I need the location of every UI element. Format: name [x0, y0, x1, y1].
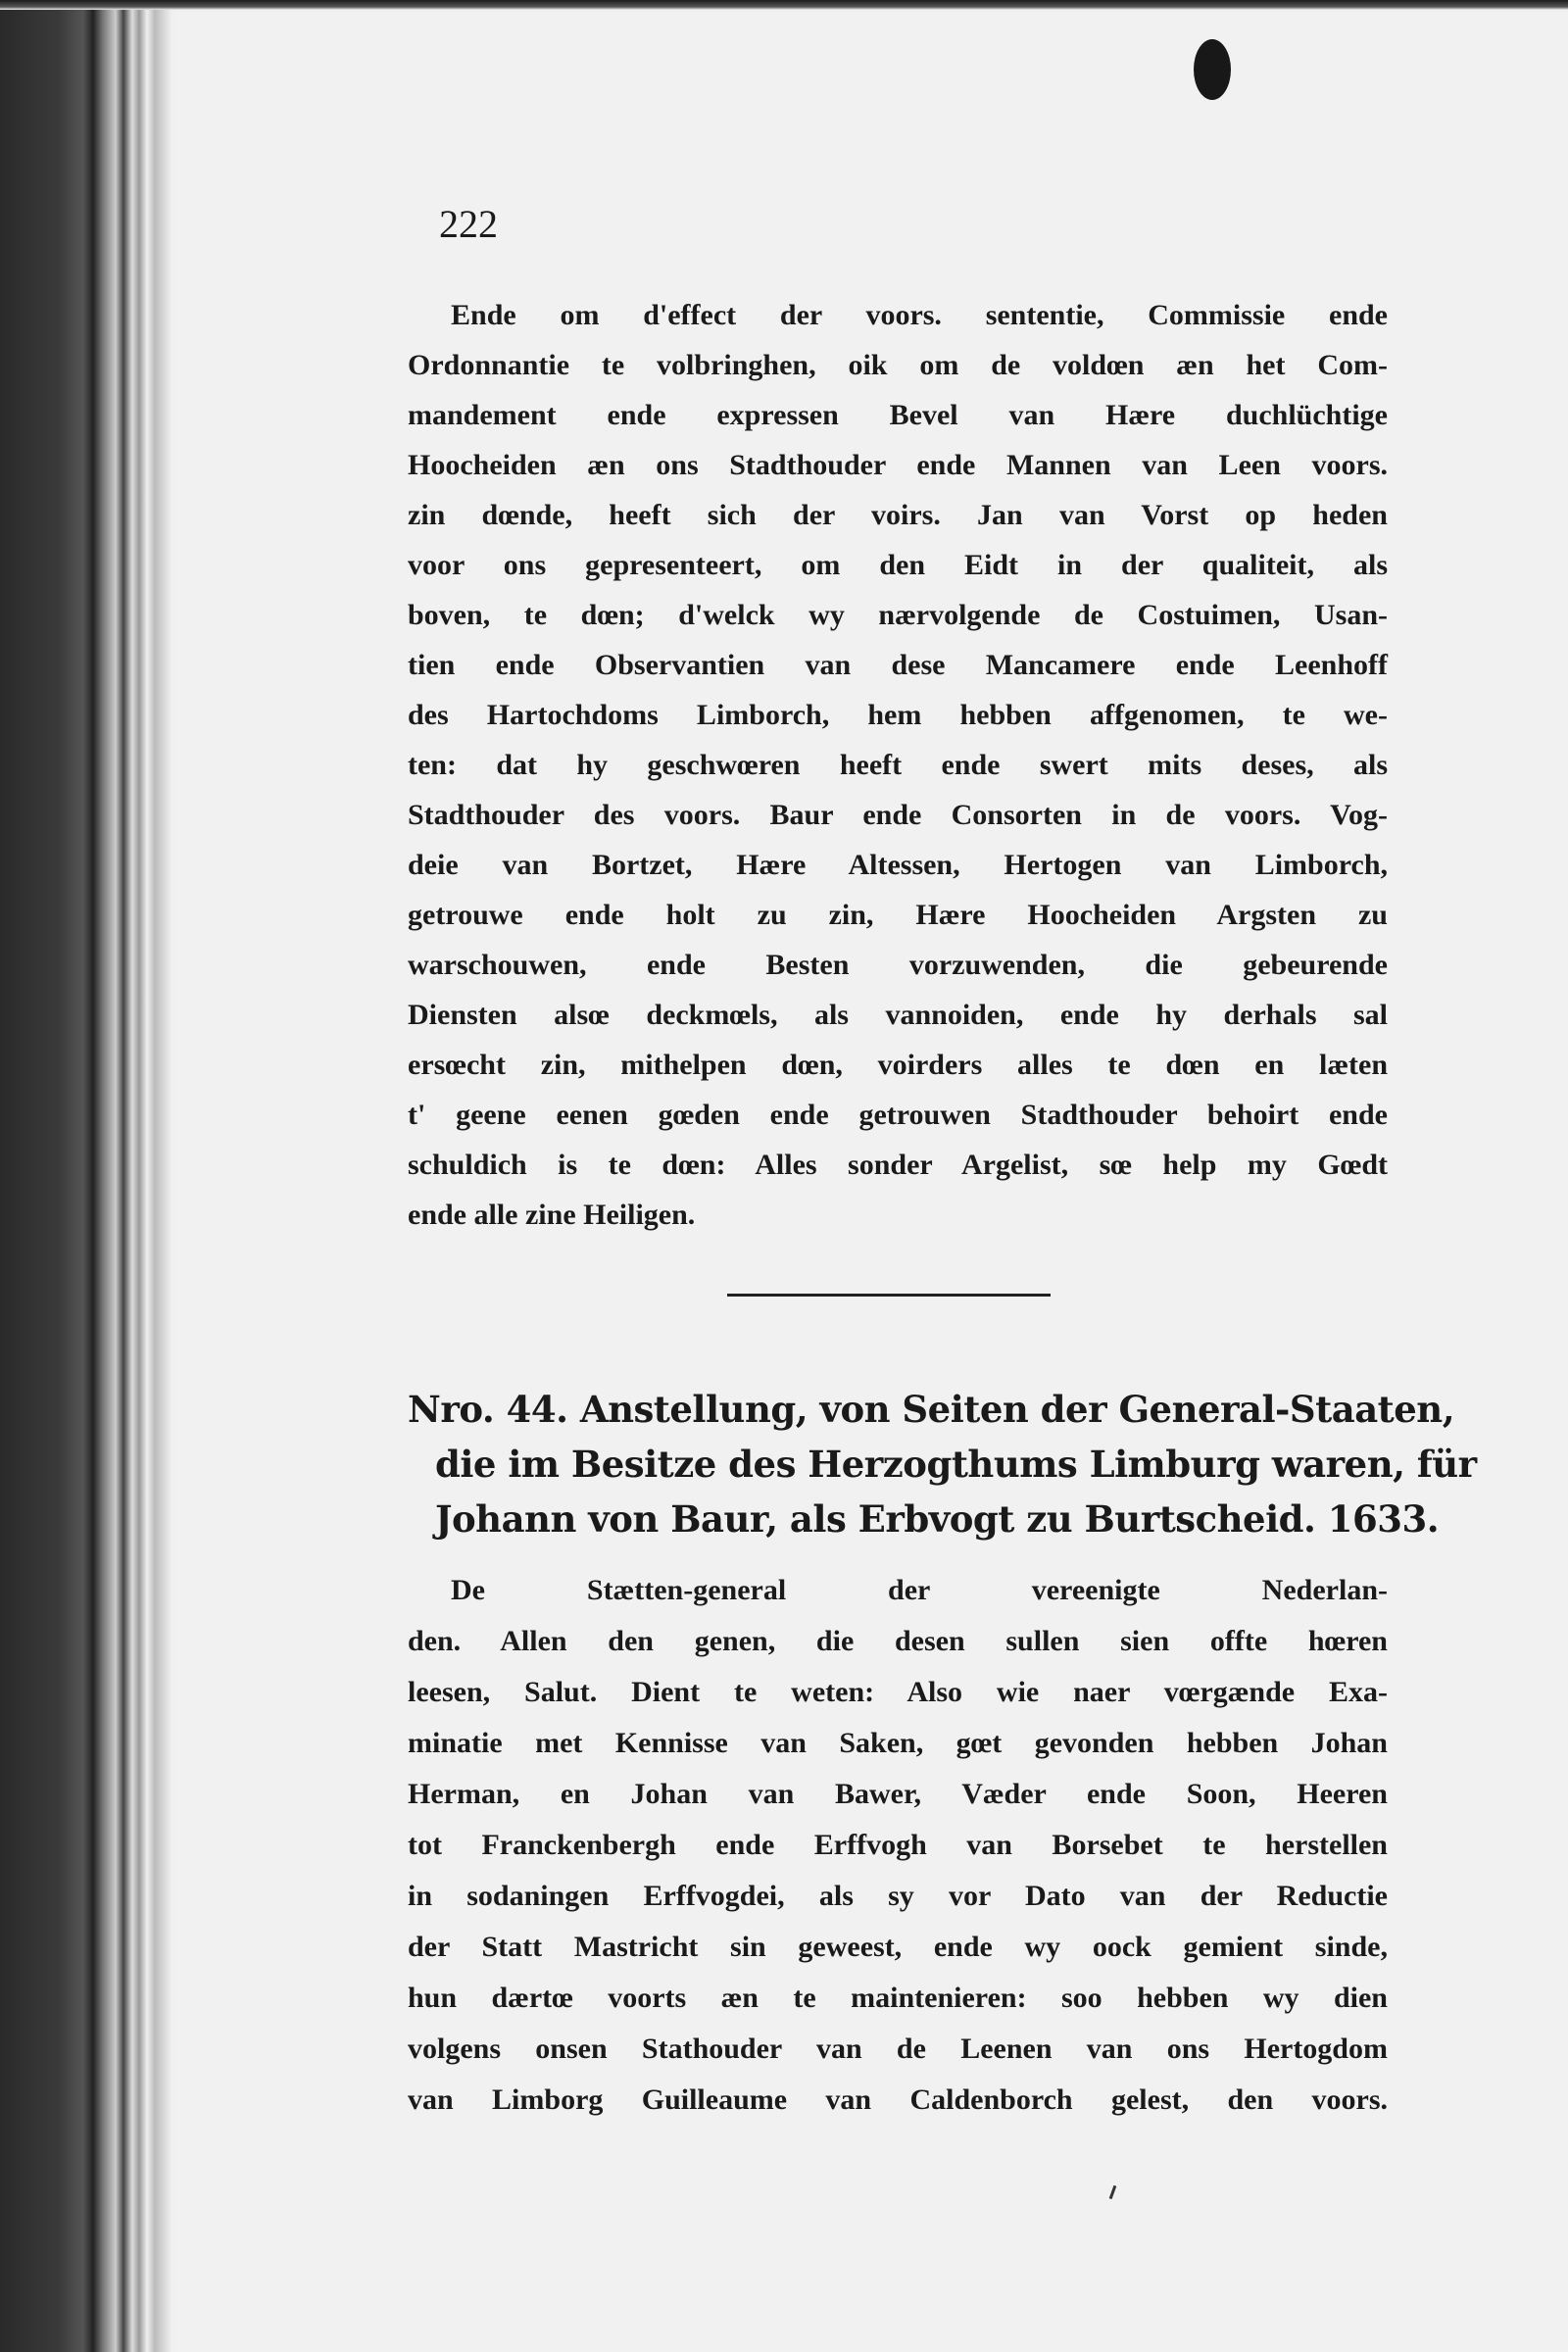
text-line: t' geene eenen gœden ende getrouwen Stadthouder behoirt ende [408, 1099, 1388, 1131]
text-line: die im Besitze des Herzogthums Limburg waren, für [435, 1443, 1477, 1486]
ink-blot [1194, 39, 1231, 100]
text-line: minatie met Kennisse van Saken, gœt gevonden hebben Johan [408, 1727, 1388, 1759]
text-line: des Hartochdoms Limborch, hem hebben affgenomen, te we- [408, 699, 1388, 731]
text-line: ersœcht zin, mithelpen dœn, voirders alles te dœn en læten [408, 1049, 1388, 1081]
text-line: boven, te dœn; d'welck wy nærvolgende de Costuimen, Usan- [408, 599, 1388, 631]
scan-top-edge [0, 0, 1568, 10]
text-line: in sodaningen Erffvogdei, als sy vor Dato van der Reductie [408, 1880, 1388, 1912]
text-line: ten: dat hy geschwœren heeft ende swert mits deses, als [408, 749, 1388, 781]
book-binding-edge [0, 0, 176, 2352]
text-line: tot Franckenbergh ende Erffvogh van Borsebet te herstellen [408, 1829, 1388, 1861]
text-line: mandement ende expressen Bevel van Hære duchlüchtige [408, 399, 1388, 431]
stray-mark [1109, 2185, 1117, 2199]
text-line: Hoocheiden æn ons Stadthouder ende Mannen van Leen voors. [408, 449, 1388, 481]
paragraph-2 [408, 1565, 1388, 2126]
text-line: Ende om d'effect der voors. sententie, Commissie ende [451, 299, 1388, 331]
text-line: Ordonnantie te volbringhen, oik om de voldœn æn het Com- [408, 349, 1388, 381]
text-line: schuldich is te dœn: Alles sonder Argelist, sœ help my Gœdt [408, 1149, 1388, 1181]
text-line: Stadthouder des voors. Baur ende Consorten in de voors. Vog- [408, 799, 1388, 831]
text-line: getrouwe ende holt zu zin, Hære Hoocheiden Argsten zu [408, 899, 1388, 931]
text-line: Nro. 44. Anstellung, von Seiten der General-Staaten, [408, 1388, 1455, 1431]
text-line: deie van Bortzet, Hære Altessen, Hertogen van Limborch, [408, 849, 1388, 881]
text-line: tien ende Observantien van dese Mancamere ende Leenhoff [408, 649, 1388, 681]
text-line: leesen, Salut. Dient te weten: Also wie naer vœrgænde Exa- [408, 1676, 1388, 1708]
text-line: den. Allen den genen, die desen sullen sien offte hœren [408, 1625, 1388, 1657]
text-line: volgens onsen Stathouder van de Leenen van ons Hertogdom [408, 2033, 1388, 2065]
document-heading [408, 1382, 1477, 1546]
section-divider [727, 1294, 1051, 1297]
text-line: De Stætten-general der vereenigte Nederlan- [451, 1574, 1388, 1606]
text-line: zin dœnde, heeft sich der voirs. Jan van Vorst op heden [408, 499, 1388, 531]
text-line: hun dærtœ voorts æn te maintenieren: soo hebben wy dien [408, 1982, 1388, 2014]
text-line: Diensten alsœ deckmœls, als vannoiden, ende hy derhals sal [408, 999, 1388, 1031]
text-line: warschouwen, ende Besten vorzuwenden, die gebeurende [408, 949, 1388, 981]
text-line: voor ons gepresenteert, om den Eidt in der qualiteit, als [408, 549, 1388, 581]
text-line: Herman, en Johan van Bawer, Væder ende Soon, Heeren [408, 1778, 1388, 1810]
text-line: Johann von Baur, als Erbvogt zu Burtscheid. 1633. [435, 1497, 1440, 1541]
text-line: der Statt Mastricht sin geweest, ende wy oock gemient sinde, [408, 1931, 1388, 1963]
page-number: 222 [439, 202, 498, 246]
text-line: van Limborg Guilleaume van Caldenborch gelest, den voors. [408, 2083, 1388, 2116]
text-line: ende alle zine Heiligen. [408, 1199, 696, 1231]
paragraph-1 [408, 290, 1388, 1240]
